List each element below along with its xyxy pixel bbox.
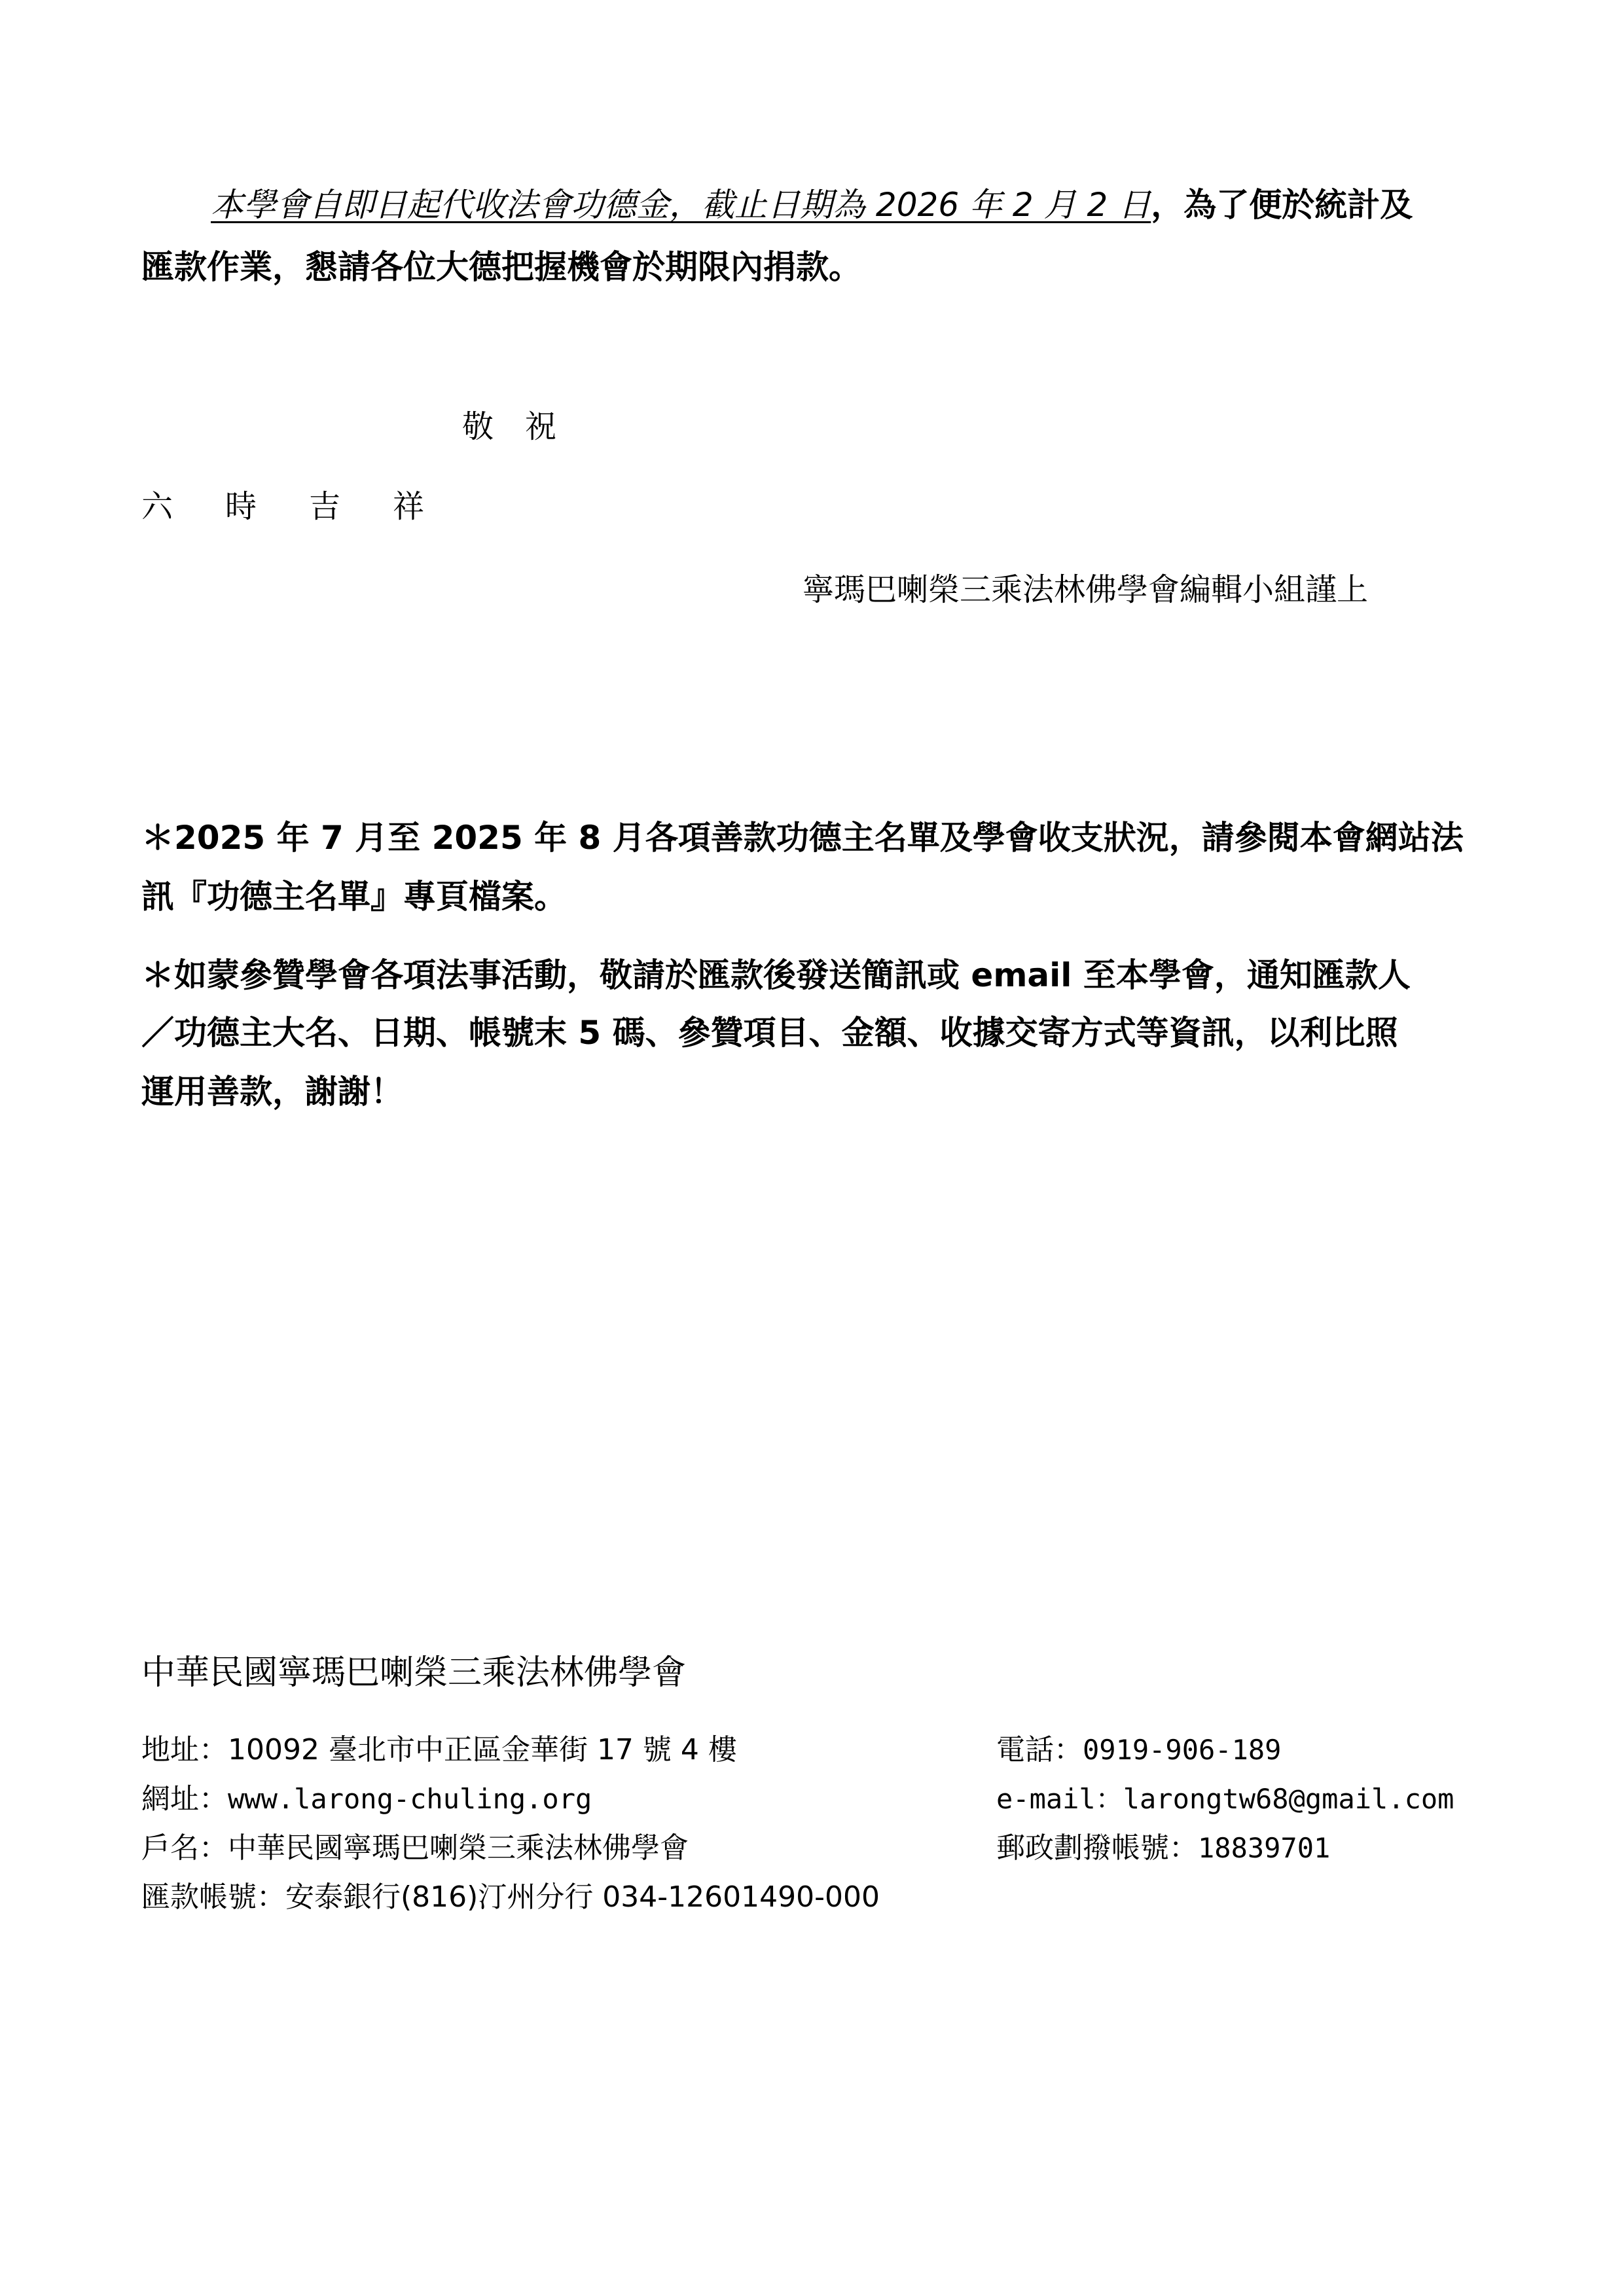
phone-value: 0919-906-189 [1083, 1734, 1282, 1766]
intro-line-1 [211, 186, 1413, 224]
intro-line-1-rest: ，為了便於統計及 [1151, 186, 1413, 224]
account-name-label: 戶名： [141, 1831, 228, 1865]
phone-label: 電話： [996, 1733, 1083, 1767]
closing-respect: 敬祝 [462, 408, 588, 445]
note-2-line-1: ＊如蒙參贊學會各項法事活動，敬請於匯款後發送簡訊或 email 至本學會，通知匯款人 [141, 956, 1411, 994]
footer-website [141, 1782, 592, 1816]
footer-org-name: 中華民國寧瑪巴喇榮三乘法林佛學會 [141, 1653, 687, 1693]
address-label: 地址： [141, 1733, 228, 1767]
note-1-line-2: 訊『功德主名單』專頁檔案。 [141, 878, 567, 916]
email-label: e-mail： [996, 1783, 1123, 1815]
website-link[interactable]: www.larong-chuling.org [228, 1783, 592, 1815]
note-2-line-3: 運用善款，謝謝！ [141, 1073, 403, 1111]
website-label: 網址： [141, 1782, 228, 1816]
note-2-line-2: ／功德主大名、日期、帳號末 5 碼、參贊項目、金額、收據交寄方式等資訊，以利比照 [141, 1014, 1398, 1052]
postal-label: 郵政劃撥帳號： [996, 1831, 1198, 1865]
footer-bank-account [141, 1880, 880, 1914]
closing-signature: 寧瑪巴喇榮三乘法林佛學會編輯小組謹上 [803, 571, 1369, 608]
footer-postal-account [996, 1831, 1331, 1865]
footer-account-name [141, 1831, 689, 1865]
footer-address [141, 1733, 737, 1767]
email-link[interactable]: larongtw68@gmail.com [1123, 1783, 1454, 1815]
account-name-value: 中華民國寧瑪巴喇榮三乘法林佛學會 [228, 1831, 689, 1865]
note-1-line-1: ＊2025 年 7 月至 2025 年 8 月各項善款功德主名單及學會收支狀況，請參閱本會網站法 [141, 819, 1464, 857]
postal-value: 18839701 [1198, 1832, 1331, 1864]
footer-email [996, 1785, 1454, 1814]
closing-blessing: 六時吉祥 [141, 488, 477, 525]
intro-line-2: 匯款作業，懇請各位大德把握機會於期限內捐款。 [141, 248, 861, 286]
bank-value: 安泰銀行(816)汀州分行 034-12601490-000 [285, 1880, 880, 1914]
footer-phone [996, 1733, 1282, 1767]
address-value: 10092 臺北市中正區金華街 17 號 4 樓 [228, 1733, 737, 1767]
bank-label: 匯款帳號： [141, 1880, 285, 1914]
intro-deadline-notice: 本學會自即日起代收法會功德金，截止日期為 2026 年 2 月 2 日 [211, 186, 1151, 224]
